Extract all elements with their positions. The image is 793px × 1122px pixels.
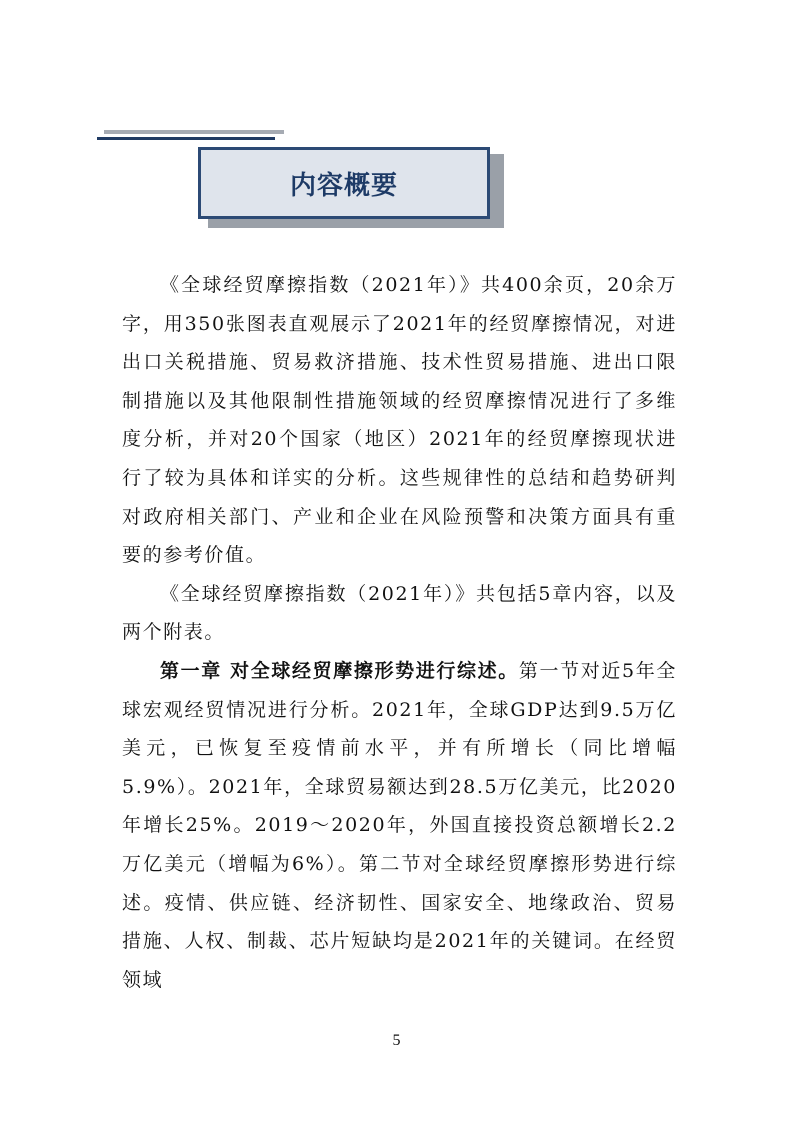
section-title-box	[198, 147, 490, 219]
paragraph-3-text: 第一节对近5年全球宏观经贸情况进行分析。2021年，全球GDP达到9.5万亿美元，已恢复至疫情前水平，并有所增长（同比增幅5.9%）。2021年，全球贸易额达到28.5万亿美元，比2020年增长25%。2019～2020年，外国直接投资总额增长2.2万亿美元（增幅为6%）。第二节对全球经贸摩擦形势进行综述。疫情、供应链、经济韧性、国家安全、地缘政治、贸易措施、人权、制裁、芯片短缺均是2021年的关键词。在经贸领域	[122, 659, 678, 991]
chapter-1-heading: 第一章 对全球经贸摩擦形势进行综述。	[160, 659, 519, 682]
paragraph-2-text: 《全球经贸摩擦指数（2021年）》共包括5章内容，以及两个附表。	[122, 582, 677, 644]
decorative-rule-navy	[97, 137, 275, 140]
page-number: 5	[392, 1032, 401, 1049]
paragraph-1	[122, 266, 677, 575]
paragraph-2	[122, 575, 677, 652]
paragraph-3	[122, 652, 677, 999]
section-title: 内容概要	[289, 170, 398, 201]
paragraph-1-text: 《全球经贸摩擦指数（2021年）》共400余页，20余万字，用350张图表直观展示了2021年的经贸摩擦情况，对进出口关税措施、贸易救济措施、技术性贸易措施、进出口限制措施以及其他限制性措施领域的经贸摩擦情况进行了多维度分析，并对20个国家（地区）2021年的经贸摩擦现状进行了较为具体和详实的分析。这些规律性的总结和趋势研判对政府相关部门、产业和企业在风险预警和决策方面具有重要的参考价值。	[122, 274, 677, 567]
body-text	[122, 266, 677, 999]
decorative-rule-gray	[104, 130, 284, 134]
